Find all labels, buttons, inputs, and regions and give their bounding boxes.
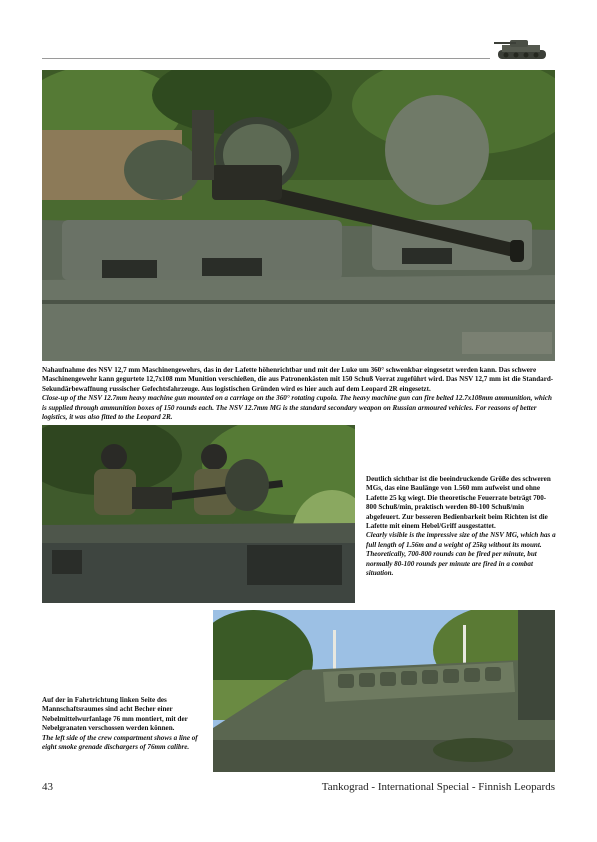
caption-photo1-en: Close-up of the NSV 12.7mm heavy machine gun mounted on a carriage on the 360° rotating cupola. The heavy machine gun can fire belted 12.7x108mm ammunition, which is supplied through ammunition boxes of 150 rounds each. The NSV 12.7mm MG is the standard secondary weapon on Russian armoured vehicles. For reasons of better logistics, it was also fitted to the Leopard 2R.: [42, 394, 552, 422]
caption-photo3-de: Auf der in Fahrtrichtung linken Seite des Mannschaftsraumes sind acht Becher einer Nebelmittelwurfanlage 76 mm montiert, mit der Nebelgranaten verschossen werden können.: [42, 696, 188, 733]
caption-photo2-en: Clearly visible is the impressive size of the NSV MG, which has a full length of 1.56m and a weight of 25kg without its mount. Theoretically, 700-800 rounds can be fired per minute, but normally 80-100 rounds per minute are fired in a combat situation.: [366, 531, 556, 578]
photo-crew-mg: [42, 425, 355, 603]
photo-smoke-dischargers: [213, 610, 555, 772]
caption-photo1: [42, 366, 555, 422]
caption-photo1-de: Nahaufnahme des NSV 12,7 mm Maschinengewehrs, das in der Lafette höhenrichtbar und mit der Luke um 360° schwenkbar eingesetzt werden kann. Das schwere Maschinengewehr kann gegurtete 12,7x108 mm Munition verschießen, die aus Patronenkästen mit 150 Schuß Vorrat zugeführt wird. Das NSV 12,7 mm ist die Standard-Sekundärbewaffnung russischer Gefechtsfahrzeuge. Aus logistischen Gründen wird es hier auch auf dem Leopard 2R eingesetzt.: [42, 366, 554, 393]
tank-logo: [492, 34, 554, 64]
caption-photo3: [42, 696, 206, 752]
header-rule: [42, 58, 490, 59]
caption-photo3-en: The left side of the crew compartment shows a line of eight smoke grenade dischargers of 76mm calibre.: [42, 733, 198, 752]
caption-photo2-de: Deutlich sichtbar ist die beeindruckende Größe des schweren MGs, das eine Baulänge von 1.560 mm aufweist und ohne Lafette 25 kg wiegt. Die theoretische Feuerrate beträgt 700-800 Schuß/min, praktisch werden 80-100 Schuß/min abgefeuert. Zur besseren Bedienbarkeit beim Richten ist die Lafette mit einem Hebel/Griff ausgestattet.: [366, 475, 551, 531]
photo-nsv-closeup: [42, 70, 555, 361]
page-number: 43: [42, 781, 53, 793]
publication-title: Tankograd - International Special - Finnish Leopards: [321, 781, 555, 793]
caption-photo2: [366, 475, 556, 578]
